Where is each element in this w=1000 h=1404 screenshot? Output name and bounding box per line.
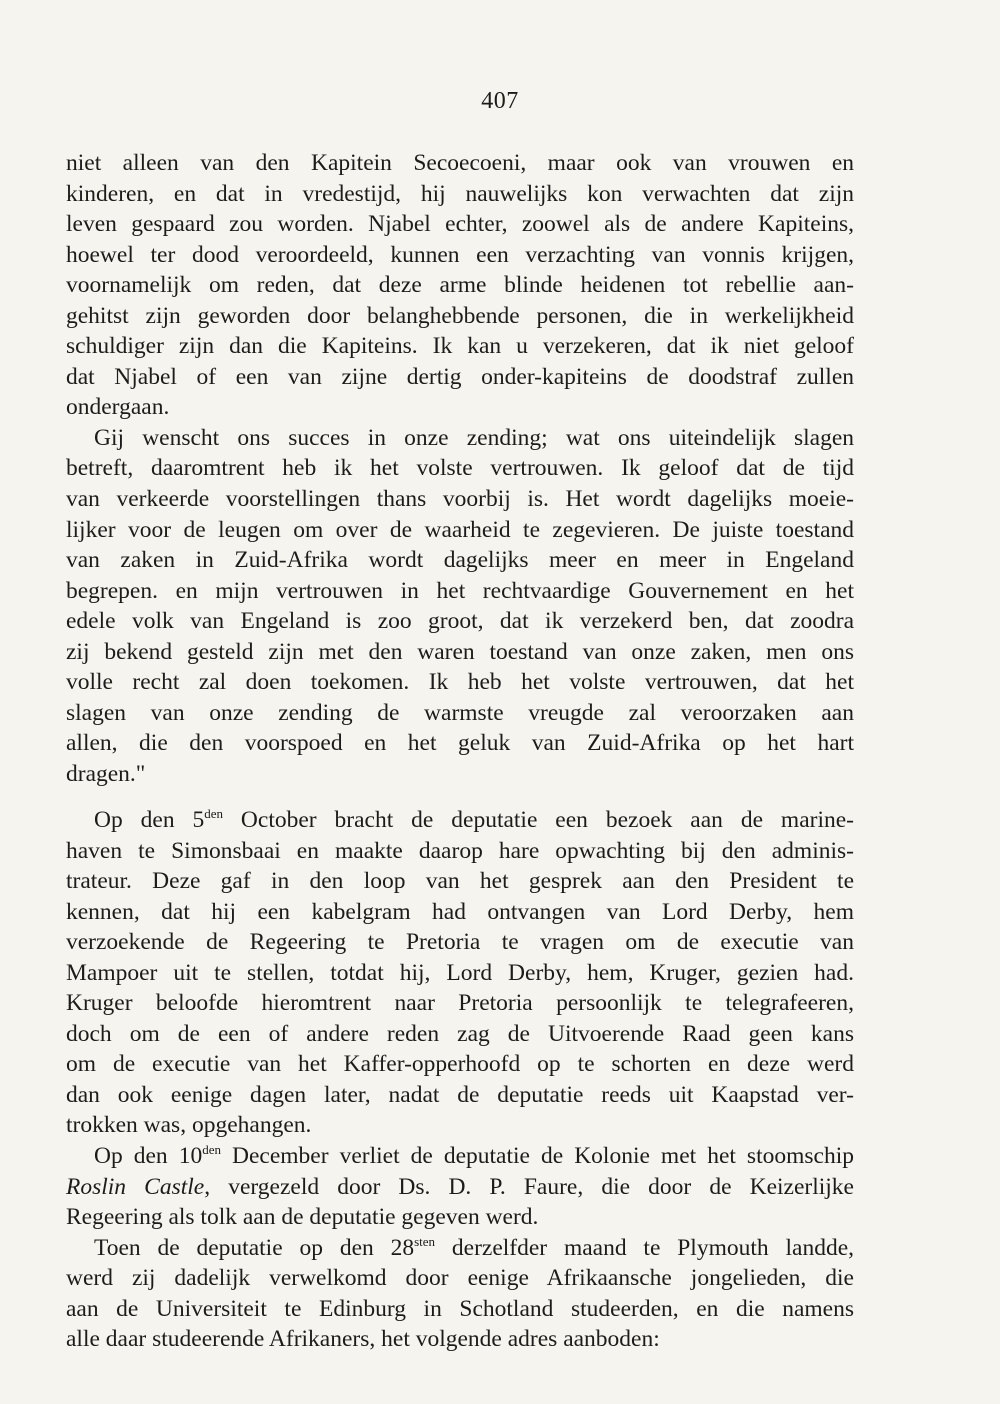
text-line: begrepen. en mijn vertrouwen in het rechtvaardige Gouvernement en het (66, 577, 854, 604)
text-line: edele volk van Engeland is zoo groot, dat ik verzekerd ben, dat zoodra (66, 608, 854, 635)
text-line: leven gespaard zou worden. Njabel echter, zoowel als de andere Kapiteins, (66, 211, 854, 238)
page-number: 407 (481, 88, 519, 114)
text-line: dan ook eenige dagen later, nadat de deputatie reeds uit Kaapstad ver- (66, 1081, 854, 1108)
text-line: Kruger beloofde hieromtrent naar Pretoria persoonlijk te telegrafeeren, (66, 990, 854, 1017)
text-line: verzoekende de Regeering te Pretoria te vragen om de executie van (66, 929, 854, 956)
text-span: Op den 5 (94, 807, 205, 833)
text-line: Regeering als tolk aan de deputatie gegeven werd. (66, 1204, 539, 1231)
text-line: betreft, daaromtrent heb ik het volste vertrouwen. Ik geloof dat de tijd (66, 455, 854, 482)
ship-name: Roslin Castle (66, 1173, 205, 1200)
text-line: ondergaan. (66, 394, 170, 421)
text-line: kinderen, en dat in vredestijd, hij nauwelijks kon verwachten dat zijn (66, 180, 854, 207)
text-line: zij bekend gesteld zijn met den waren toestand van onze zaken, men ons (66, 638, 854, 665)
superscript: sten (414, 1233, 436, 1249)
text-span: , vergezeld door Ds. D. P. Faure, die door de Keizerlijke (204, 1173, 854, 1200)
text-line: van verkeerde voorstellingen thans voorbij is. Het wordt dagelijks moeie- (66, 486, 854, 513)
text-span: October bracht de deputatie een bezoek aan de marine- (223, 807, 854, 833)
text-line: slagen van onze zending de warmste vreugde zal veroorzaken aan (66, 699, 854, 726)
text-line: dragen." (66, 760, 146, 787)
superscript: den (204, 806, 224, 821)
text-line: hoewel ter dood veroordeeld, kunnen een verzachting van vonnis krijgen, (66, 241, 854, 268)
text-line: haven te Simonsbaai en maakte daarop hare opwachting bij den adminis- (66, 837, 854, 864)
text-line: dat Njabel of een van zijne dertig onder-kapiteins de doodstraf zullen (66, 363, 854, 390)
text-line: om de executie van het Kaffer-opperhoofd op te schorten en deze werd (66, 1051, 854, 1078)
text-line: niet alleen van den Kapitein Secoecoeni, maar ook van vrouwen en (66, 150, 854, 176)
text-line (66, 1233, 854, 1264)
text-line (66, 1172, 854, 1203)
text-line: werd zij dadelijk verwelkomd door eenige Afrikaansche jongelieden, die (66, 1265, 854, 1292)
text-line: aan de Universiteit te Edinburg in Schotland studeerden, en die namens (66, 1295, 854, 1322)
text-line: gehitst zijn geworden door belanghebbende personen, die in werkelijkheid (66, 302, 854, 329)
text-span: derzelfder maand te Plymouth landde, (435, 1234, 854, 1261)
text-line: kennen, dat hij een kabelgram had ontvangen van Lord Derby, hem (66, 898, 854, 925)
text-line: van zaken in Zuid-Afrika wordt dagelijks meer en meer in Engeland (66, 547, 854, 574)
text-line: Mampoer uit te stellen, totdat hij, Lord Derby, hem, Kruger, gezien had. (66, 959, 854, 986)
letter-text (66, 148, 854, 789)
text-line: trokken was, opgehangen. (66, 1112, 312, 1139)
text-line: voornamelijk om reden, dat deze arme blinde heidenen tot rebellie aan- (66, 272, 854, 299)
text-line: lijker voor de leugen om over de waarheid te zegevieren. De juiste toestand (66, 516, 854, 543)
superscript: den (202, 1142, 221, 1158)
text-line: trateur. Deze gaf in den loop van het gesprek aan den President te (66, 868, 854, 895)
text-line: volle recht zal doen toekomen. Ik heb het volste vertrouwen, dat het (66, 669, 854, 696)
text-span: December verliet de deputatie de Kolonie met het stoomschip (220, 1143, 854, 1170)
text-line: allen, die den voorspoed en het geluk van Zuid-Afrika op het hart (66, 730, 854, 757)
text-line: schuldiger zijn dan die Kapiteins. Ik kan u verzekeren, dat ik niet geloof (66, 333, 854, 360)
narrative-text (66, 805, 854, 1355)
text-line: alle daar studeerende Afrikaners, het volgende adres aanboden: (66, 1326, 660, 1353)
text-line (66, 1141, 854, 1172)
text-span: Toen de deputatie op den 28 (94, 1234, 415, 1261)
text-line (66, 805, 854, 836)
text-line: doch om de een of andere reden zag de Uitvoerende Raad geen kans (66, 1020, 854, 1047)
text-span: Op den 10 (94, 1143, 203, 1170)
text-line: Gij wenscht ons succes in onze zending; wat ons uiteindelijk slagen (94, 424, 854, 451)
